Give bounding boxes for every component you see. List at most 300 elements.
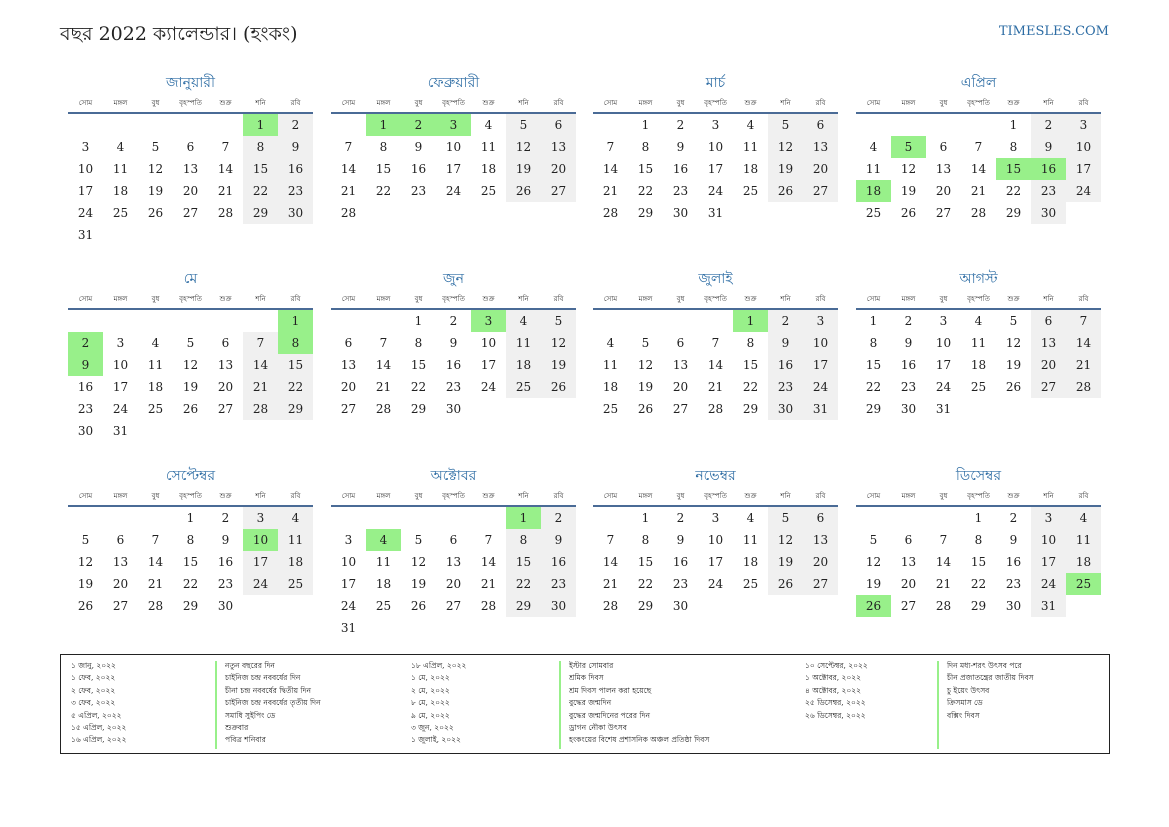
day-cell[interactable]: 10 bbox=[707, 140, 724, 154]
day-cell[interactable]: 9 bbox=[221, 533, 230, 547]
day-cell[interactable]: 16 bbox=[77, 380, 94, 394]
day-cell[interactable]: 22 bbox=[278, 376, 313, 398]
day-cell[interactable]: 7 bbox=[939, 533, 948, 547]
day-cell[interactable]: 13 bbox=[445, 555, 462, 569]
day-cell[interactable]: 27 bbox=[803, 180, 838, 202]
day-cell[interactable]: 29 bbox=[970, 599, 987, 613]
day-cell[interactable]: 26 bbox=[900, 206, 917, 220]
day-cell[interactable]: 26 bbox=[506, 180, 541, 202]
day-cell[interactable]: 23 bbox=[768, 376, 803, 398]
day-cell[interactable]: 7 bbox=[221, 140, 230, 154]
day-cell[interactable]: 27 bbox=[445, 599, 462, 613]
day-cell[interactable]: 7 bbox=[484, 533, 493, 547]
day-cell[interactable]: 1 bbox=[974, 511, 983, 525]
day-cell[interactable]: 18 bbox=[147, 380, 164, 394]
day-cell[interactable]: 7 bbox=[243, 332, 278, 354]
day-cell[interactable]: 13 bbox=[1031, 332, 1066, 354]
day-cell[interactable]: 5 bbox=[768, 114, 803, 136]
day-cell[interactable]: 30 bbox=[672, 599, 689, 613]
day-cell[interactable]: 31 bbox=[707, 206, 724, 220]
day-cell[interactable]: 22 bbox=[506, 573, 541, 595]
day-cell[interactable]: 11 bbox=[506, 332, 541, 354]
day-cell[interactable]: 26 bbox=[541, 376, 576, 398]
day-cell[interactable]: 31 bbox=[112, 424, 129, 438]
day-cell[interactable]: 4 bbox=[506, 310, 541, 332]
day-cell[interactable]: 2 bbox=[904, 314, 913, 328]
day-cell[interactable]: 30 bbox=[445, 402, 462, 416]
day-cell[interactable]: 19 bbox=[865, 577, 882, 591]
day-cell[interactable]: 11 bbox=[602, 358, 619, 372]
day-cell[interactable]: 6 bbox=[676, 336, 685, 350]
day-cell[interactable]: 19 bbox=[900, 184, 917, 198]
day-cell[interactable]: 6 bbox=[1031, 310, 1066, 332]
day-cell[interactable]: 9 bbox=[414, 140, 423, 154]
day-cell[interactable]: 20 bbox=[803, 158, 838, 180]
day-cell[interactable]: 23 bbox=[217, 577, 234, 591]
day-cell[interactable]: 25 bbox=[506, 376, 541, 398]
day-cell[interactable]: 18 bbox=[742, 555, 759, 569]
day-cell[interactable]: 16 bbox=[541, 551, 576, 573]
day-cell[interactable]: 22 bbox=[970, 577, 987, 591]
day-cell[interactable]: 22 bbox=[1005, 184, 1022, 198]
day-cell[interactable]: 24 bbox=[445, 184, 462, 198]
day-cell[interactable]: 30 bbox=[77, 424, 94, 438]
day-cell[interactable]: 24 bbox=[243, 573, 278, 595]
day-cell[interactable]: 8 bbox=[506, 529, 541, 551]
day-cell[interactable]: 17 bbox=[112, 380, 129, 394]
day-cell[interactable]: 20 bbox=[935, 184, 952, 198]
day-cell[interactable]: 27 bbox=[672, 402, 689, 416]
day-cell[interactable]: 16 bbox=[1005, 555, 1022, 569]
day-cell[interactable]: 27 bbox=[803, 573, 838, 595]
day-cell[interactable]: 14 bbox=[935, 555, 952, 569]
day-cell[interactable]: 29 bbox=[243, 202, 278, 224]
day-cell[interactable]: 19 bbox=[768, 551, 803, 573]
day-cell[interactable]: 21 bbox=[602, 184, 619, 198]
day-cell[interactable]: 29 bbox=[410, 402, 427, 416]
holiday-day-cell[interactable]: 1 bbox=[733, 310, 768, 332]
day-cell[interactable]: 4 bbox=[278, 507, 313, 529]
day-cell[interactable]: 23 bbox=[1005, 577, 1022, 591]
day-cell[interactable]: 15 bbox=[243, 158, 278, 180]
day-cell[interactable]: 18 bbox=[278, 551, 313, 573]
day-cell[interactable]: 7 bbox=[151, 533, 160, 547]
day-cell[interactable]: 2 bbox=[449, 314, 458, 328]
day-cell[interactable]: 22 bbox=[375, 184, 392, 198]
day-cell[interactable]: 22 bbox=[865, 380, 882, 394]
day-cell[interactable]: 16 bbox=[278, 158, 313, 180]
day-cell[interactable]: 19 bbox=[77, 577, 94, 591]
day-cell[interactable]: 25 bbox=[147, 402, 164, 416]
day-cell[interactable]: 31 bbox=[1031, 595, 1066, 617]
day-cell[interactable]: 19 bbox=[506, 158, 541, 180]
day-cell[interactable]: 14 bbox=[217, 162, 234, 176]
holiday-day-cell[interactable]: 1 bbox=[506, 507, 541, 529]
day-cell[interactable]: 13 bbox=[112, 555, 129, 569]
day-cell[interactable]: 18 bbox=[506, 354, 541, 376]
day-cell[interactable]: 4 bbox=[869, 140, 878, 154]
day-cell[interactable]: 5 bbox=[641, 336, 650, 350]
day-cell[interactable]: 23 bbox=[672, 577, 689, 591]
day-cell[interactable]: 17 bbox=[707, 555, 724, 569]
site-name[interactable]: TIMESLES.COM bbox=[998, 24, 1109, 39]
day-cell[interactable]: 24 bbox=[707, 184, 724, 198]
day-cell[interactable]: 19 bbox=[768, 158, 803, 180]
day-cell[interactable]: 4 bbox=[746, 118, 755, 132]
day-cell[interactable]: 28 bbox=[935, 599, 952, 613]
day-cell[interactable]: 6 bbox=[939, 140, 948, 154]
day-cell[interactable]: 3 bbox=[711, 511, 720, 525]
holiday-day-cell[interactable]: 25 bbox=[1066, 573, 1101, 595]
day-cell[interactable]: 20 bbox=[1031, 354, 1066, 376]
day-cell[interactable]: 16 bbox=[768, 354, 803, 376]
day-cell[interactable]: 12 bbox=[900, 162, 917, 176]
day-cell[interactable]: 5 bbox=[541, 310, 576, 332]
day-cell[interactable]: 6 bbox=[221, 336, 230, 350]
day-cell[interactable]: 12 bbox=[637, 358, 654, 372]
day-cell[interactable]: 6 bbox=[803, 114, 838, 136]
day-cell[interactable]: 14 bbox=[340, 162, 357, 176]
holiday-day-cell[interactable]: 16 bbox=[1031, 158, 1066, 180]
day-cell[interactable]: 28 bbox=[243, 398, 278, 420]
day-cell[interactable]: 28 bbox=[217, 206, 234, 220]
day-cell[interactable]: 19 bbox=[147, 184, 164, 198]
day-cell[interactable]: 18 bbox=[602, 380, 619, 394]
day-cell[interactable]: 5 bbox=[81, 533, 90, 547]
day-cell[interactable]: 22 bbox=[742, 380, 759, 394]
day-cell[interactable]: 27 bbox=[1031, 376, 1066, 398]
day-cell[interactable]: 19 bbox=[541, 354, 576, 376]
day-cell[interactable]: 31 bbox=[340, 621, 357, 635]
day-cell[interactable]: 21 bbox=[602, 577, 619, 591]
day-cell[interactable]: 23 bbox=[1031, 180, 1066, 202]
day-cell[interactable]: 21 bbox=[340, 184, 357, 198]
day-cell[interactable]: 3 bbox=[243, 507, 278, 529]
holiday-day-cell[interactable]: 3 bbox=[436, 114, 471, 136]
day-cell[interactable]: 29 bbox=[637, 599, 654, 613]
day-cell[interactable]: 17 bbox=[243, 551, 278, 573]
day-cell[interactable]: 27 bbox=[340, 402, 357, 416]
day-cell[interactable]: 13 bbox=[541, 136, 576, 158]
day-cell[interactable]: 12 bbox=[410, 555, 427, 569]
day-cell[interactable]: 6 bbox=[904, 533, 913, 547]
day-cell[interactable]: 23 bbox=[278, 180, 313, 202]
day-cell[interactable]: 21 bbox=[707, 380, 724, 394]
day-cell[interactable]: 29 bbox=[865, 402, 882, 416]
day-cell[interactable]: 30 bbox=[278, 202, 313, 224]
day-cell[interactable]: 3 bbox=[81, 140, 90, 154]
day-cell[interactable]: 14 bbox=[243, 354, 278, 376]
day-cell[interactable]: 7 bbox=[606, 533, 615, 547]
day-cell[interactable]: 26 bbox=[410, 599, 427, 613]
day-cell[interactable]: 25 bbox=[480, 184, 497, 198]
day-cell[interactable]: 9 bbox=[449, 336, 458, 350]
day-cell[interactable]: 18 bbox=[480, 162, 497, 176]
day-cell[interactable]: 25 bbox=[278, 573, 313, 595]
day-cell[interactable]: 15 bbox=[375, 162, 392, 176]
day-cell[interactable]: 22 bbox=[182, 577, 199, 591]
day-cell[interactable]: 15 bbox=[742, 358, 759, 372]
day-cell[interactable]: 11 bbox=[970, 336, 987, 350]
day-cell[interactable]: 21 bbox=[217, 184, 234, 198]
day-cell[interactable]: 6 bbox=[116, 533, 125, 547]
day-cell[interactable]: 6 bbox=[449, 533, 458, 547]
day-cell[interactable]: 14 bbox=[480, 555, 497, 569]
day-cell[interactable]: 22 bbox=[637, 184, 654, 198]
day-cell[interactable]: 17 bbox=[803, 354, 838, 376]
day-cell[interactable]: 11 bbox=[742, 140, 759, 154]
day-cell[interactable]: 5 bbox=[506, 114, 541, 136]
day-cell[interactable]: 21 bbox=[970, 184, 987, 198]
day-cell[interactable]: 22 bbox=[243, 180, 278, 202]
day-cell[interactable]: 19 bbox=[637, 380, 654, 394]
day-cell[interactable]: 13 bbox=[217, 358, 234, 372]
day-cell[interactable]: 28 bbox=[375, 402, 392, 416]
day-cell[interactable]: 26 bbox=[1005, 380, 1022, 394]
day-cell[interactable]: 26 bbox=[182, 402, 199, 416]
day-cell[interactable]: 10 bbox=[1066, 136, 1101, 158]
day-cell[interactable]: 4 bbox=[606, 336, 615, 350]
day-cell[interactable]: 18 bbox=[742, 162, 759, 176]
day-cell[interactable]: 3 bbox=[344, 533, 353, 547]
day-cell[interactable]: 8 bbox=[1009, 140, 1018, 154]
day-cell[interactable]: 8 bbox=[974, 533, 983, 547]
day-cell[interactable]: 28 bbox=[602, 206, 619, 220]
day-cell[interactable]: 7 bbox=[379, 336, 388, 350]
day-cell[interactable]: 17 bbox=[935, 358, 952, 372]
day-cell[interactable]: 23 bbox=[410, 184, 427, 198]
day-cell[interactable]: 29 bbox=[278, 398, 313, 420]
day-cell[interactable]: 10 bbox=[480, 336, 497, 350]
holiday-day-cell[interactable]: 1 bbox=[278, 310, 313, 332]
day-cell[interactable]: 19 bbox=[1005, 358, 1022, 372]
day-cell[interactable]: 20 bbox=[182, 184, 199, 198]
day-cell[interactable]: 20 bbox=[445, 577, 462, 591]
day-cell[interactable]: 14 bbox=[970, 162, 987, 176]
day-cell[interactable]: 21 bbox=[375, 380, 392, 394]
day-cell[interactable]: 10 bbox=[803, 332, 838, 354]
day-cell[interactable]: 11 bbox=[865, 162, 882, 176]
day-cell[interactable]: 15 bbox=[506, 551, 541, 573]
day-cell[interactable]: 26 bbox=[147, 206, 164, 220]
day-cell[interactable]: 3 bbox=[939, 314, 948, 328]
day-cell[interactable]: 8 bbox=[186, 533, 195, 547]
day-cell[interactable]: 8 bbox=[641, 533, 650, 547]
day-cell[interactable]: 31 bbox=[935, 402, 952, 416]
day-cell[interactable]: 3 bbox=[116, 336, 125, 350]
day-cell[interactable]: 19 bbox=[410, 577, 427, 591]
day-cell[interactable]: 7 bbox=[1066, 310, 1101, 332]
day-cell[interactable]: 14 bbox=[375, 358, 392, 372]
day-cell[interactable]: 27 bbox=[541, 180, 576, 202]
day-cell[interactable]: 17 bbox=[340, 577, 357, 591]
day-cell[interactable]: 13 bbox=[900, 555, 917, 569]
day-cell[interactable]: 25 bbox=[602, 402, 619, 416]
day-cell[interactable]: 4 bbox=[1066, 507, 1101, 529]
day-cell[interactable]: 3 bbox=[803, 310, 838, 332]
day-cell[interactable]: 13 bbox=[803, 136, 838, 158]
day-cell[interactable]: 14 bbox=[1066, 332, 1101, 354]
day-cell[interactable]: 20 bbox=[340, 380, 357, 394]
day-cell[interactable]: 25 bbox=[970, 380, 987, 394]
day-cell[interactable]: 2 bbox=[676, 511, 685, 525]
day-cell[interactable]: 10 bbox=[77, 162, 94, 176]
day-cell[interactable]: 28 bbox=[970, 206, 987, 220]
day-cell[interactable]: 22 bbox=[410, 380, 427, 394]
day-cell[interactable]: 2 bbox=[768, 310, 803, 332]
day-cell[interactable]: 24 bbox=[935, 380, 952, 394]
day-cell[interactable]: 12 bbox=[768, 136, 803, 158]
day-cell[interactable]: 12 bbox=[77, 555, 94, 569]
day-cell[interactable]: 11 bbox=[742, 533, 759, 547]
day-cell[interactable]: 16 bbox=[672, 162, 689, 176]
day-cell[interactable]: 16 bbox=[672, 555, 689, 569]
day-cell[interactable]: 7 bbox=[711, 336, 720, 350]
day-cell[interactable]: 17 bbox=[1031, 551, 1066, 573]
day-cell[interactable]: 1 bbox=[641, 511, 650, 525]
day-cell[interactable]: 11 bbox=[1066, 529, 1101, 551]
day-cell[interactable]: 8 bbox=[414, 336, 423, 350]
day-cell[interactable]: 2 bbox=[278, 114, 313, 136]
day-cell[interactable]: 11 bbox=[278, 529, 313, 551]
day-cell[interactable]: 8 bbox=[746, 336, 755, 350]
day-cell[interactable]: 13 bbox=[182, 162, 199, 176]
day-cell[interactable]: 13 bbox=[935, 162, 952, 176]
day-cell[interactable]: 25 bbox=[742, 577, 759, 591]
day-cell[interactable]: 9 bbox=[1031, 136, 1066, 158]
day-cell[interactable]: 16 bbox=[410, 162, 427, 176]
day-cell[interactable]: 20 bbox=[112, 577, 129, 591]
day-cell[interactable]: 27 bbox=[182, 206, 199, 220]
day-cell[interactable]: 6 bbox=[803, 507, 838, 529]
day-cell[interactable]: 23 bbox=[445, 380, 462, 394]
day-cell[interactable]: 17 bbox=[445, 162, 462, 176]
day-cell[interactable]: 21 bbox=[935, 577, 952, 591]
day-cell[interactable]: 13 bbox=[340, 358, 357, 372]
day-cell[interactable]: 15 bbox=[278, 354, 313, 376]
day-cell[interactable]: 12 bbox=[865, 555, 882, 569]
day-cell[interactable]: 23 bbox=[541, 573, 576, 595]
day-cell[interactable]: 29 bbox=[506, 595, 541, 617]
day-cell[interactable]: 1 bbox=[869, 314, 878, 328]
day-cell[interactable]: 11 bbox=[480, 140, 497, 154]
day-cell[interactable]: 16 bbox=[217, 555, 234, 569]
holiday-day-cell[interactable]: 2 bbox=[68, 332, 103, 354]
day-cell[interactable]: 14 bbox=[147, 555, 164, 569]
day-cell[interactable]: 15 bbox=[637, 555, 654, 569]
day-cell[interactable]: 21 bbox=[243, 376, 278, 398]
day-cell[interactable]: 31 bbox=[77, 228, 94, 242]
day-cell[interactable]: 23 bbox=[77, 402, 94, 416]
day-cell[interactable]: 18 bbox=[112, 184, 129, 198]
day-cell[interactable]: 25 bbox=[375, 599, 392, 613]
day-cell[interactable]: 4 bbox=[116, 140, 125, 154]
day-cell[interactable]: 28 bbox=[340, 206, 357, 220]
day-cell[interactable]: 7 bbox=[974, 140, 983, 154]
day-cell[interactable]: 10 bbox=[707, 533, 724, 547]
holiday-day-cell[interactable]: 26 bbox=[856, 595, 891, 617]
day-cell[interactable]: 24 bbox=[707, 577, 724, 591]
day-cell[interactable]: 6 bbox=[344, 336, 353, 350]
day-cell[interactable]: 24 bbox=[1031, 573, 1066, 595]
day-cell[interactable]: 24 bbox=[480, 380, 497, 394]
day-cell[interactable]: 6 bbox=[541, 114, 576, 136]
holiday-day-cell[interactable]: 15 bbox=[996, 158, 1031, 180]
day-cell[interactable]: 24 bbox=[803, 376, 838, 398]
day-cell[interactable]: 30 bbox=[541, 595, 576, 617]
day-cell[interactable]: 10 bbox=[935, 336, 952, 350]
day-cell[interactable]: 17 bbox=[707, 162, 724, 176]
day-cell[interactable]: 29 bbox=[1005, 206, 1022, 220]
holiday-day-cell[interactable]: 3 bbox=[471, 310, 506, 332]
day-cell[interactable]: 18 bbox=[375, 577, 392, 591]
day-cell[interactable]: 4 bbox=[484, 118, 493, 132]
day-cell[interactable]: 11 bbox=[375, 555, 392, 569]
day-cell[interactable]: 27 bbox=[217, 402, 234, 416]
day-cell[interactable]: 1 bbox=[641, 118, 650, 132]
day-cell[interactable]: 9 bbox=[676, 533, 685, 547]
day-cell[interactable]: 1 bbox=[186, 511, 195, 525]
day-cell[interactable]: 12 bbox=[147, 162, 164, 176]
holiday-day-cell[interactable]: 9 bbox=[68, 354, 103, 376]
day-cell[interactable]: 20 bbox=[217, 380, 234, 394]
day-cell[interactable]: 13 bbox=[803, 529, 838, 551]
day-cell[interactable]: 8 bbox=[869, 336, 878, 350]
day-cell[interactable]: 4 bbox=[746, 511, 755, 525]
day-cell[interactable]: 2 bbox=[1009, 511, 1018, 525]
day-cell[interactable]: 1 bbox=[1009, 118, 1018, 132]
day-cell[interactable]: 2 bbox=[676, 118, 685, 132]
day-cell[interactable]: 26 bbox=[637, 402, 654, 416]
day-cell[interactable]: 10 bbox=[445, 140, 462, 154]
day-cell[interactable]: 2 bbox=[221, 511, 230, 525]
day-cell[interactable]: 18 bbox=[970, 358, 987, 372]
day-cell[interactable]: 20 bbox=[672, 380, 689, 394]
day-cell[interactable]: 15 bbox=[182, 555, 199, 569]
day-cell[interactable]: 20 bbox=[803, 551, 838, 573]
day-cell[interactable]: 9 bbox=[768, 332, 803, 354]
day-cell[interactable]: 17 bbox=[480, 358, 497, 372]
day-cell[interactable]: 24 bbox=[340, 599, 357, 613]
day-cell[interactable]: 21 bbox=[480, 577, 497, 591]
day-cell[interactable]: 14 bbox=[602, 555, 619, 569]
day-cell[interactable]: 20 bbox=[900, 577, 917, 591]
day-cell[interactable]: 26 bbox=[768, 573, 803, 595]
day-cell[interactable]: 8 bbox=[641, 140, 650, 154]
day-cell[interactable]: 12 bbox=[506, 136, 541, 158]
day-cell[interactable]: 14 bbox=[602, 162, 619, 176]
day-cell[interactable]: 27 bbox=[900, 599, 917, 613]
day-cell[interactable]: 12 bbox=[541, 332, 576, 354]
holiday-day-cell[interactable]: 1 bbox=[366, 114, 401, 136]
day-cell[interactable]: 16 bbox=[900, 358, 917, 372]
day-cell[interactable]: 17 bbox=[1066, 158, 1101, 180]
day-cell[interactable]: 23 bbox=[672, 184, 689, 198]
day-cell[interactable]: 21 bbox=[147, 577, 164, 591]
day-cell[interactable]: 27 bbox=[935, 206, 952, 220]
day-cell[interactable]: 29 bbox=[742, 402, 759, 416]
holiday-day-cell[interactable]: 18 bbox=[856, 180, 891, 202]
day-cell[interactable]: 9 bbox=[541, 529, 576, 551]
day-cell[interactable]: 17 bbox=[77, 184, 94, 198]
day-cell[interactable]: 11 bbox=[112, 162, 129, 176]
day-cell[interactable]: 28 bbox=[707, 402, 724, 416]
day-cell[interactable]: 28 bbox=[147, 599, 164, 613]
day-cell[interactable]: 28 bbox=[602, 599, 619, 613]
day-cell[interactable]: 5 bbox=[768, 507, 803, 529]
day-cell[interactable]: 15 bbox=[865, 358, 882, 372]
day-cell[interactable]: 7 bbox=[344, 140, 353, 154]
